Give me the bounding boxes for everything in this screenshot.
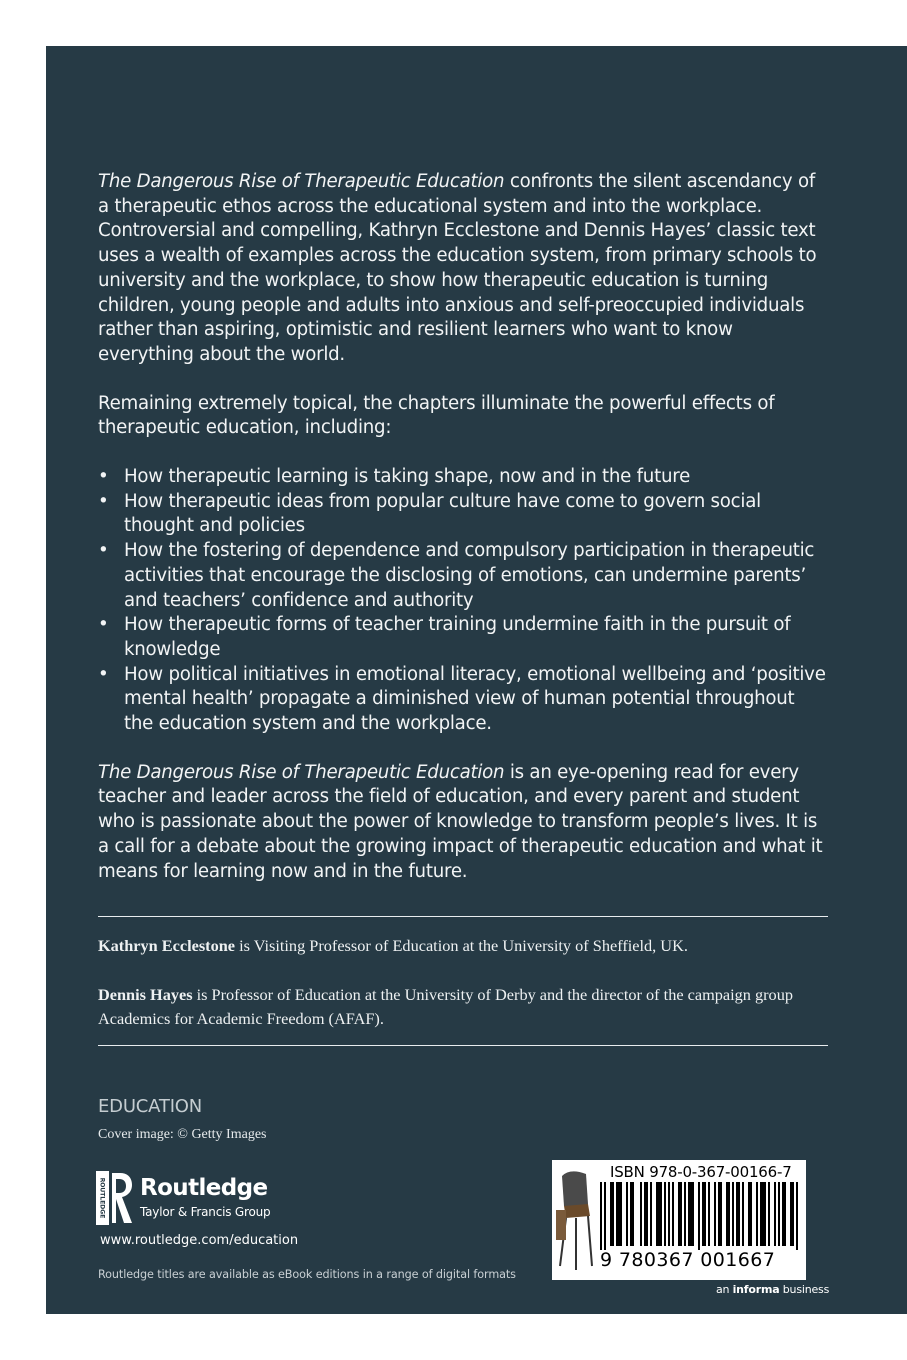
book-title-italic: The Dangerous Rise of Therapeutic Education [98,761,505,783]
list-item: • How political initiatives in emotional literacy, emotional wellbeing and ‘positive mental health’ propagate a diminished view of human potential throughout the education system and the workplace. [98,663,826,735]
barcode-bar [790,1182,792,1246]
routledge-logo [96,1171,296,1227]
barcode-bar [632,1182,634,1246]
barcode-bar [640,1182,642,1246]
barcode-bar [720,1182,722,1246]
barcode-bar [728,1182,730,1246]
effects-list [98,465,826,737]
barcode-bar [784,1182,786,1246]
barcode-icon [600,1182,800,1250]
bullet-icon: • [98,663,109,685]
barcode-bar [756,1182,758,1246]
routledge-r-icon [96,1171,132,1225]
barcode-bar [792,1182,794,1246]
barcode-bar [732,1182,734,1246]
barcode-bar [704,1182,706,1246]
barcode-bar [738,1182,740,1246]
barcode-bar [726,1182,728,1246]
list-item: • How therapeutic forms of teacher training undermine faith in the pursuit of knowledge [98,614,791,660]
blurb-paragraph-3: The Dangerous Rise of Therapeutic Education is an eye-opening read for every teacher and leader across the field of education, and every parent and student who is passionate about the power of knowledge to transform people’s lives. It is a call for a debate about the growing impact of therapeutic education and what it means for learning now and in the future. [98,761,823,882]
bullet-icon: • [98,466,109,488]
author-name: Kathryn Ecclestone [98,936,236,955]
list-item: • How the fostering of dependence and compulsory participation in therapeutic activities that encourage the disclosing of emotions, can undermine parents’ and teachers’ confidence and authority [98,540,815,611]
barcode-bar [644,1182,646,1246]
barcode-bar [768,1182,770,1246]
divider-top [98,916,828,917]
publisher-group: Taylor & Francis Group [140,1205,271,1219]
barcode-bar [610,1182,612,1246]
barcode-bar [774,1182,776,1246]
barcode-bar [630,1182,632,1246]
barcode-bar [658,1182,660,1246]
informa-tagline: an informa business [716,1283,830,1296]
barcode-bar [782,1182,784,1246]
blurb-paragraph-1: The Dangerous Rise of Therapeutic Education confronts the silent ascendancy of a therapeutic ethos across the educational system and into the workplace. Controversial and compelling, Kathryn Ecclestone and Dennis Hayes’ classic text uses a wealth of examples across the education system, from primary schools to university and the workplace, to show how therapeutic education is turning children, young people and adults into anxious and self-preoccupied individuals rather than aspiring, optimistic and resilient learners who want to know everything about the world. [98,171,817,365]
barcode-bar [750,1182,752,1246]
barcode-bar [762,1182,764,1246]
barcode-bar [656,1182,658,1246]
bullet-icon: • [98,614,109,636]
barcode-bar [616,1182,618,1246]
barcode-bar [618,1182,620,1246]
author-bio-hayes: Dennis Hayes is Professor of Education at the University of Derby and the director of the campaign group Academics for Academic Freedom (AFAF). [98,984,793,1028]
barcode-bar [718,1182,720,1246]
barcode-bar [692,1182,694,1246]
book-title-italic: The Dangerous Rise of Therapeutic Education [98,171,505,192]
logo-vertical-wordmark: ROUTLEDGE [98,1177,106,1219]
chair-icon [556,1166,598,1272]
publisher-url[interactable]: www.routledge.com/education [100,1233,299,1248]
publisher-name: Routledge [140,1175,268,1201]
barcode-bar [612,1182,614,1246]
barcode-bar [796,1182,798,1250]
barcode-bar [690,1182,692,1246]
author-name: Dennis Hayes [98,984,193,1004]
ebook-note: Routledge titles are available as eBook editions in a range of digital formats [98,1268,516,1281]
bullet-icon: • [98,490,109,512]
blurb-paragraph-2: Remaining extremely topical, the chapters illuminate the powerful effects of therapeutic education, including: [98,392,775,439]
barcode-bar [672,1182,674,1246]
back-cover [46,46,907,1314]
barcode-bar [702,1182,704,1246]
isbn-barcode-box [552,1160,806,1280]
barcode-bar [678,1182,680,1246]
list-item: • How therapeutic ideas from popular culture have come to govern social thought and policies [98,490,761,537]
author-bios [98,934,828,1056]
barcode-bar [600,1182,602,1250]
barcode-bar [688,1182,690,1246]
barcode-bar [620,1182,622,1246]
barcode-bar [714,1182,716,1246]
barcode-bar [680,1182,682,1246]
barcode-bar [760,1182,762,1246]
bullet-icon: • [98,540,109,562]
barcode-bar [664,1182,666,1246]
cover-image-credit: Cover image: © Getty Images [98,1127,267,1142]
list-item: • How therapeutic learning is taking shape, now and in the future [98,465,826,490]
cover-blurb [98,170,826,884]
barcode-bar [778,1182,780,1246]
isbn-label: ISBN 978-0-367-00166-7 [610,1163,792,1181]
divider-bottom [98,1045,828,1046]
barcode-digits: 9 780367 001667 [600,1249,776,1271]
barcode-bar [604,1182,606,1250]
barcode-bar [742,1182,744,1246]
barcode-bar [626,1182,628,1246]
barcode-bar [748,1182,750,1246]
barcode-bar [650,1182,652,1246]
barcode-bar [764,1182,766,1246]
barcode-bar [684,1182,686,1246]
subject-category: EDUCATION [98,1096,203,1117]
barcode-bar [646,1182,648,1246]
barcode-bar [698,1182,700,1250]
author-bio-ecclestone: Kathryn Ecclestone is Visiting Professor of Education at the University of Sheffield, UK. [98,936,688,955]
barcode-bar [736,1182,738,1246]
barcode-bar [660,1182,662,1246]
barcode-bar [668,1182,670,1246]
barcode-bar [708,1182,710,1246]
